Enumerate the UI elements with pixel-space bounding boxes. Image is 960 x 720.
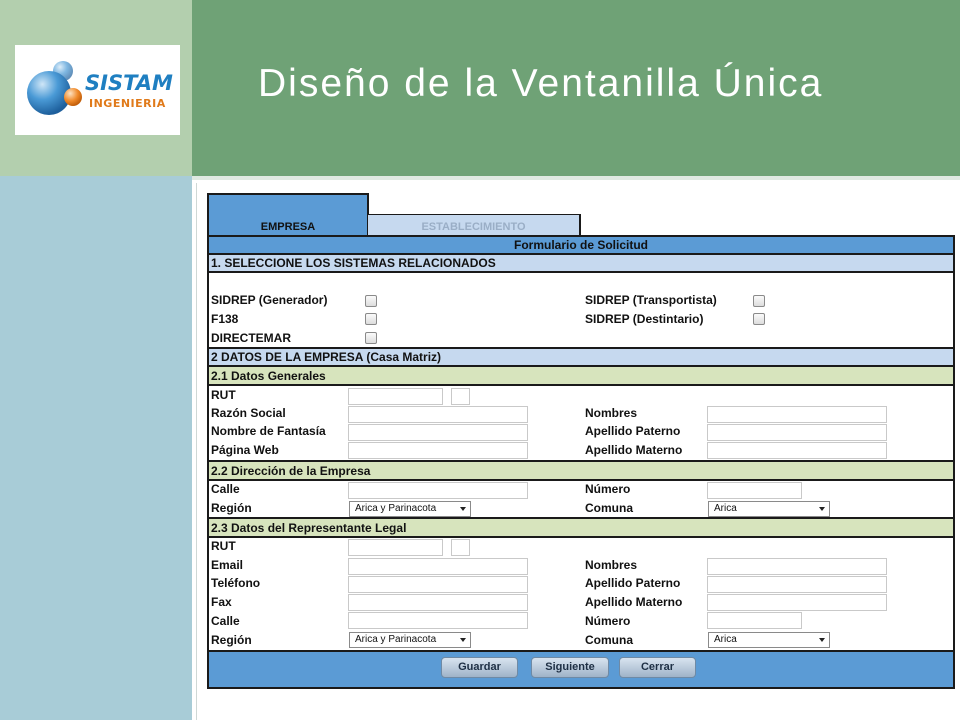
rep-region-select[interactable]	[349, 632, 471, 648]
chevron-down-icon	[460, 507, 466, 511]
label-pagina-web: Página Web	[211, 443, 279, 457]
form-container	[207, 193, 955, 689]
label-numero: Número	[585, 482, 631, 496]
comuna-select[interactable]	[708, 501, 830, 517]
nombres-input[interactable]	[707, 406, 887, 423]
checkbox-directemar[interactable]	[365, 332, 377, 344]
cerrar-button[interactable]: Cerrar	[619, 657, 696, 678]
label-rut: RUT	[211, 388, 236, 402]
section-2-header: 2 DATOS DE LA EMPRESA (Casa Matriz)	[209, 349, 953, 367]
apellido-materno-input[interactable]	[707, 442, 887, 459]
rut-input[interactable]	[348, 388, 443, 405]
chevron-down-icon	[819, 638, 825, 642]
label-rep-email: Email	[211, 558, 244, 572]
label-region: Región	[211, 501, 252, 515]
apellido-paterno-input[interactable]	[707, 424, 887, 441]
label-f138: F138	[211, 312, 239, 326]
section-legal-representative	[209, 538, 953, 652]
company-logo	[15, 45, 180, 135]
checkbox-f138[interactable]	[365, 313, 377, 325]
header-divider	[192, 176, 960, 180]
label-directemar: DIRECTEMAR	[211, 331, 291, 345]
chevron-down-icon	[819, 507, 825, 511]
label-rep-numero: Número	[585, 614, 631, 628]
label-nombre-fantasia: Nombre de Fantasía	[211, 424, 326, 438]
label-rep-calle: Calle	[211, 614, 240, 628]
section-22-header: 2.2 Dirección de la Empresa	[209, 462, 953, 481]
label-rep-telefono: Teléfono	[211, 576, 261, 590]
label-sidrep-destintario: SIDREP (Destintario)	[585, 312, 704, 326]
tab-empresa[interactable]: EMPRESA	[207, 193, 369, 235]
label-rep-apellido-paterno: Apellido Paterno	[585, 576, 681, 590]
slide-title: Diseño de la Ventanilla Única	[258, 62, 824, 105]
label-sidrep-transportista: SIDREP (Transportista)	[585, 293, 717, 307]
section-1-header: 1. SELECCIONE LOS SISTEMAS RELACIONADOS	[209, 255, 953, 273]
rep-apellido-paterno-input[interactable]	[707, 576, 887, 593]
form-screenshot	[196, 183, 958, 720]
label-comuna: Comuna	[585, 501, 633, 515]
rep-rut-dv-input[interactable]	[451, 539, 470, 556]
rep-calle-input[interactable]	[348, 612, 528, 629]
label-razon-social: Razón Social	[211, 406, 286, 420]
pagina-web-input[interactable]	[348, 442, 528, 459]
label-rep-comuna: Comuna	[585, 633, 633, 647]
logo-subtitle: INGENIERIA	[89, 97, 166, 110]
rep-email-input[interactable]	[348, 558, 528, 575]
region-select[interactable]	[349, 501, 471, 517]
rep-telefono-input[interactable]	[348, 576, 528, 593]
chevron-down-icon	[460, 638, 466, 642]
rut-dv-input[interactable]	[451, 388, 470, 405]
form-title: Formulario de Solicitud	[209, 237, 953, 255]
siguiente-button[interactable]: Siguiente	[531, 657, 609, 678]
label-rep-fax: Fax	[211, 595, 232, 609]
section-systems	[209, 273, 953, 349]
tab-bar	[207, 193, 955, 235]
comuna-select-value: Arica	[714, 503, 737, 514]
section-address	[209, 481, 953, 519]
label-rep-apellido-materno: Apellido Materno	[585, 595, 683, 609]
section-23-header: 2.3 Datos del Representante Legal	[209, 519, 953, 538]
label-apellido-materno: Apellido Materno	[585, 443, 683, 457]
calle-input[interactable]	[348, 482, 528, 499]
razon-social-input[interactable]	[348, 406, 528, 423]
rep-comuna-select[interactable]	[708, 632, 830, 648]
region-select-value: Arica y Parinacota	[355, 503, 437, 514]
rep-fax-input[interactable]	[348, 594, 528, 611]
label-sidrep-generador: SIDREP (Generador)	[211, 293, 328, 307]
section-21-header: 2.1 Datos Generales	[209, 367, 953, 386]
rep-region-select-value: Arica y Parinacota	[355, 634, 437, 645]
rep-numero-input[interactable]	[707, 612, 802, 629]
checkbox-sidrep-transportista[interactable]	[753, 295, 765, 307]
rep-comuna-select-value: Arica	[714, 634, 737, 645]
label-apellido-paterno: Apellido Paterno	[585, 424, 681, 438]
checkbox-sidrep-generador[interactable]	[365, 295, 377, 307]
request-form	[207, 235, 955, 689]
nombre-fantasia-input[interactable]	[348, 424, 528, 441]
logo-spheres-icon	[23, 55, 87, 127]
left-band	[0, 176, 192, 720]
guardar-button[interactable]: Guardar	[441, 657, 518, 678]
form-footer	[209, 652, 953, 687]
label-rep-rut: RUT	[211, 539, 236, 553]
checkbox-sidrep-destintario[interactable]	[753, 313, 765, 325]
rep-rut-input[interactable]	[348, 539, 443, 556]
section-general-data	[209, 386, 953, 462]
label-rep-region: Región	[211, 633, 252, 647]
label-nombres: Nombres	[585, 406, 638, 420]
rep-apellido-materno-input[interactable]	[707, 594, 887, 611]
logo-name: SISTAM	[85, 71, 173, 95]
rep-nombres-input[interactable]	[707, 558, 887, 575]
tab-establecimiento[interactable]: ESTABLECIMIENTO	[367, 214, 581, 235]
label-rep-nombres: Nombres	[585, 558, 638, 572]
numero-input[interactable]	[707, 482, 802, 499]
label-calle: Calle	[211, 482, 240, 496]
